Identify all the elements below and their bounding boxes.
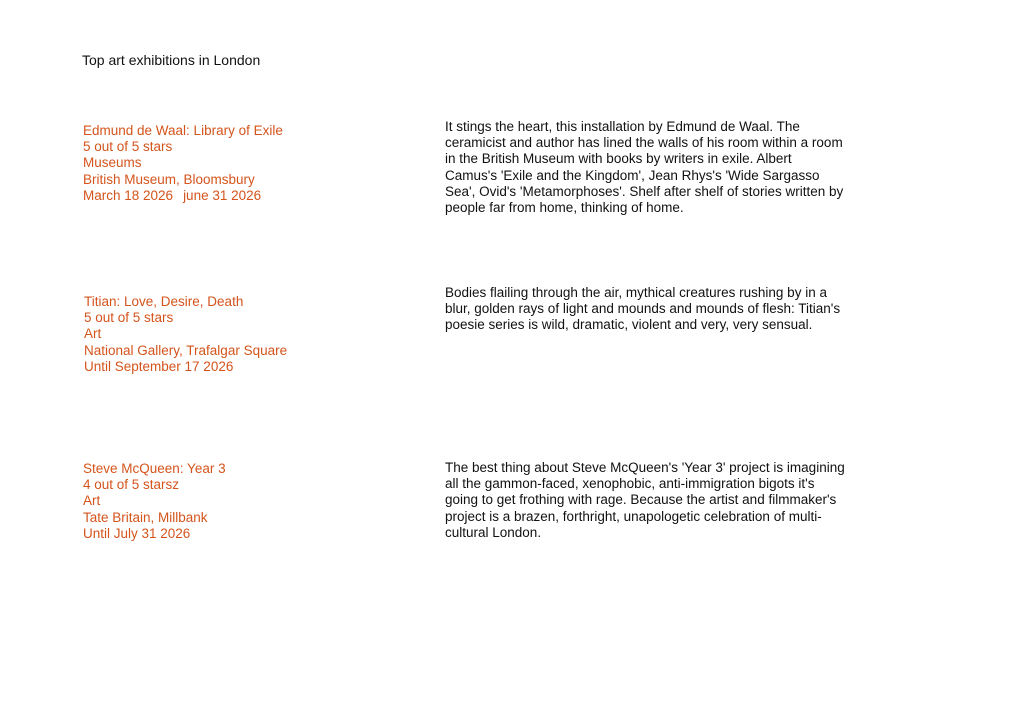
exhibition-dates: Until September 17 2026 xyxy=(84,358,234,374)
exhibition-category: Art xyxy=(84,326,102,342)
exhibition-description: It stings the heart, this installation by Edmund de Waal. The ceramicist and author has lined the walls of his room within a room in the British Museum with books by writers in exile. Albert Camus's 'Exile and the Kingdom', Jean Rhys's 'Wide Sargasso Sea', Ovid's 'Metamorphoses'. Shelf after shelf of stories written by people far from home, thinking of home. xyxy=(445,119,844,216)
page-title: Top art exhibitions in London xyxy=(82,52,261,68)
exhibition-end-date: june 31 2026 xyxy=(183,187,262,203)
exhibition-description: Bodies flailing through the air, mythical creatures rushing by in a blur, golden rays of light and mounds and mounds of flesh: Titian's poesie series is wild, dramatic, violent and very, very sensual. xyxy=(445,285,841,333)
exhibition-category: Museums xyxy=(83,155,142,171)
exhibition-title: Steve McQueen: Year 3 xyxy=(83,461,226,476)
exhibition-venue: British Museum, Bloomsbury xyxy=(83,171,255,187)
exhibition-venue: National Gallery, Trafalgar Square xyxy=(84,342,288,358)
exhibition-title: Titian: Love, Desire, Death xyxy=(84,294,244,309)
exhibition-details xyxy=(84,294,384,375)
exhibition-details xyxy=(83,461,383,542)
exhibition-start-date: March 18 2026 xyxy=(83,187,174,203)
exhibition-category: Art xyxy=(83,493,101,509)
exhibition-rating: 5 out of 5 stars xyxy=(83,139,173,155)
exhibition-title: Edmund de Waal: Library of Exile xyxy=(83,123,283,138)
exhibition-venue: Tate Britain, Millbank xyxy=(83,509,208,525)
exhibition-dates xyxy=(83,188,383,204)
exhibition-description: The best thing about Steve McQueen's 'Year 3' project is imagining all the gammon-faced, xenophobic, anti-immigration bigots it's going to get frothing with rage. Because the artist and filmmaker's project is a brazen, forthright, unapologetic celebration of multi-cultural London. xyxy=(445,460,845,540)
exhibition-rating: 5 out of 5 stars xyxy=(84,310,174,326)
exhibition-rating: 4 out of 5 starsz xyxy=(83,477,180,493)
exhibition-details xyxy=(83,123,383,204)
exhibition-dates: Until July 31 2026 xyxy=(83,525,191,541)
